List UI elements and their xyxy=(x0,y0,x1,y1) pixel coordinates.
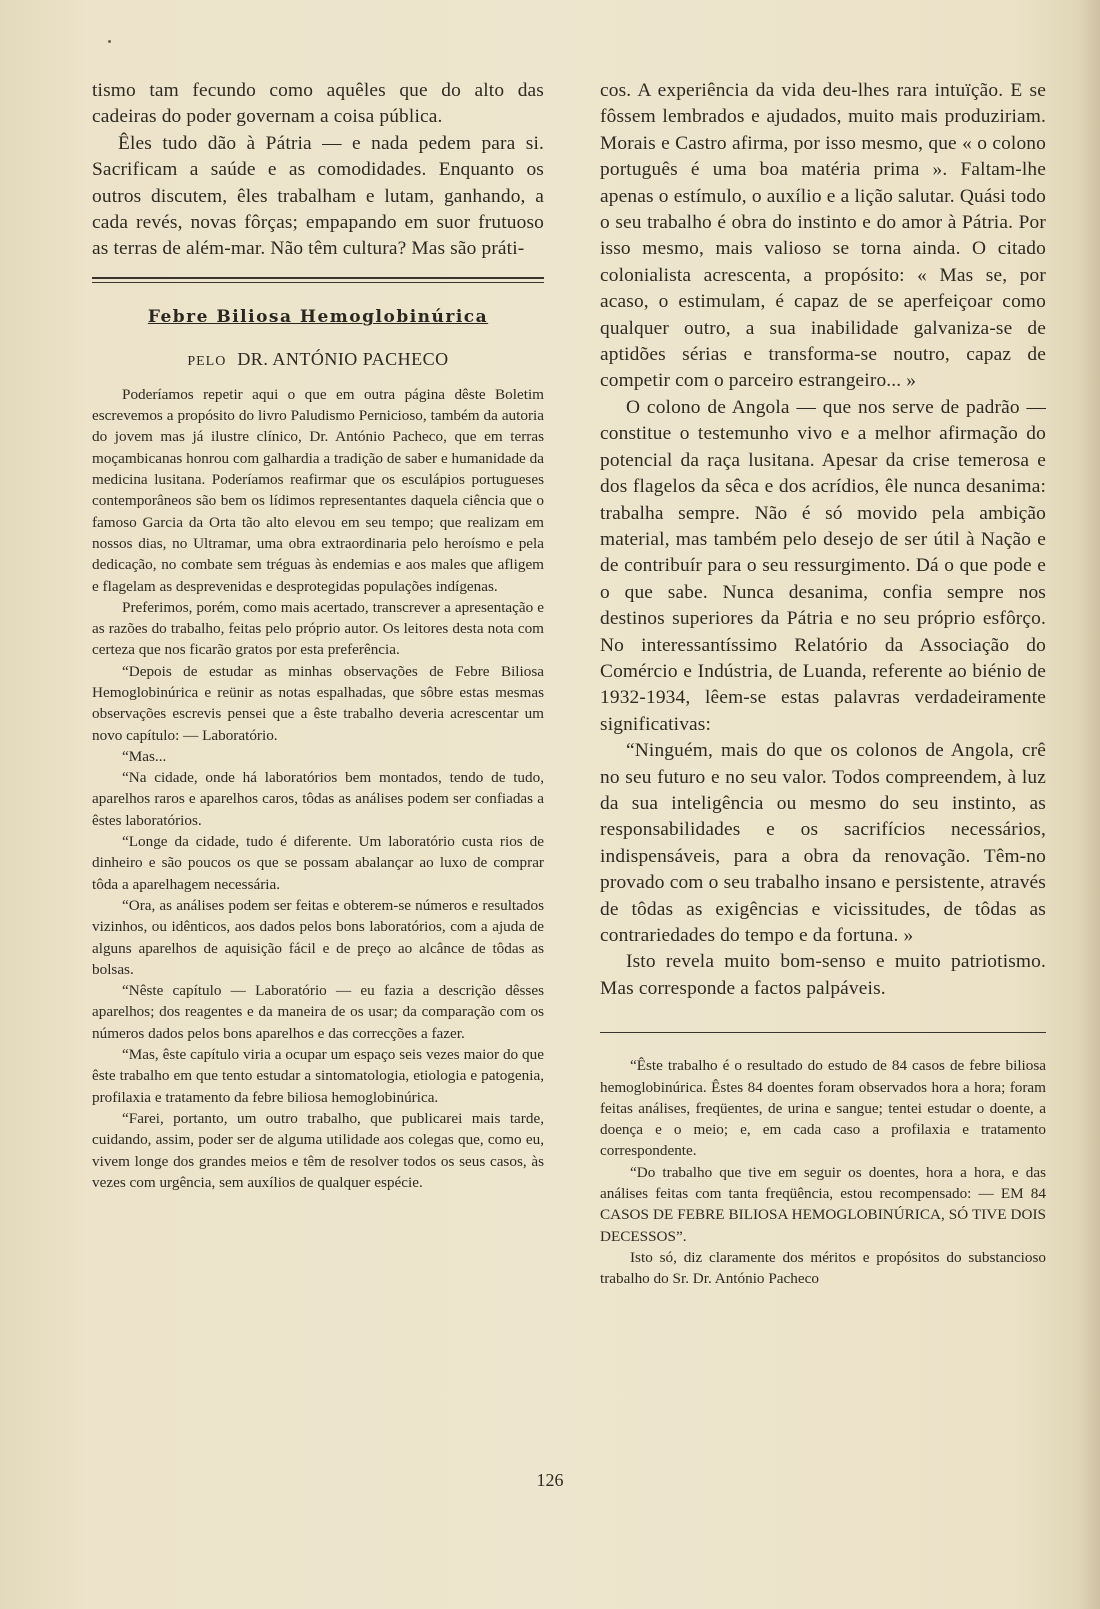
article-paragraph: “Nêste capítulo — Laboratório — eu fazia a descrição dêsses aparelhos; dos reagentes e da maneira de os usar; da comparação com os números dados pelos bons aparelhos e das correcções a fazer. xyxy=(92,982,544,1042)
article-paragraph: “Ora, as análises podem ser feitas e obterem-se números e resultados vizinhos, ou idênticos, aos dados pelos bons laboratórios, com a ajuda de alguns aparelhos de aquisição fácil e de preço ao alcânce de tôdas as bolsas. xyxy=(92,896,544,978)
article-continuation xyxy=(600,1055,1046,1289)
essay-paragraph: Isto revela muito bom-senso e muito patriotismo. Mas corresponde a factos palpáveis. xyxy=(600,951,1046,999)
essay-paragraph: cos. A experiência da vida deu-lhes rara intuïção. E se fôssem lembrados e ajudados, muito mais produziriam. Morais e Castro afirma, por isso mesmo, que « o colono português é uma boa matéria prima ». Faltam-lhe apenas o estímulo, o auxílio e a lição salutar. Quási todo o seu trabalho é obra do instinto e do amor à Pátria. Por isso mesmo, mais valioso se torna ainda. O citado colonialista acrescenta, a propósito: « Mas se, por acaso, o estimulam, é capaz de se aperfeiçoar como qualquer outro, a sua inabilidade galvaniza-se de aptidões sérias e transforma-se noutro, capaz de competir com o parceiro estrangeiro... » xyxy=(600,80,1046,392)
byline-author: DR. ANTÓNIO PACHECO xyxy=(237,348,449,369)
left-column xyxy=(92,78,544,1193)
byline xyxy=(92,349,544,370)
continuation-block xyxy=(92,78,544,263)
article-paragraph: Poderíamos repetir aqui o que em outra página dêste Boletim escrevemos a propósito do livro Paludismo Pernicioso, também da autoria do jovem mas já ilustre clínico, Dr. António Pacheco, que em terras moçambicanas honrou com galhardia a tradição de saber e humanidade da medicina lusitana. Poderíamos reafirmar que os esculápios portugueses contemporâneos são bem os lídimos representantes daquela ciência que o famoso Garcia da Orta tão alto elevou em seu tempo; que realizam em nossos dias, no Ultramar, uma obra extraordinaria pelo heroísmo e pela dedicação, no combate sem tréguas às endemias e aos males que afligem e flagelam as desprevenidas e desprotegidas populações indígenas. xyxy=(92,385,544,595)
article-paragraph: “Mas, êste capítulo viria a ocupar um espaço seis vezes maior do que êste trabalho em que tento estudar a sintomatologia, etiologia e patogenia, profilaxia e tratamento da febre biliosa hemoglobinúrica. xyxy=(92,1046,544,1106)
article-paragraph: “Do trabalho que tive em seguir os doentes, hora a hora, e das análises feitas com tanta freqüência, estou recompensado: — EM 84 CASOS DE FEBRE BILIOSA HEMOGLOBINÚRICA, SÓ TIVE DOIS DECESSOS”. xyxy=(600,1163,1046,1245)
article-paragraph: “Mas... xyxy=(122,747,167,765)
page-number: 126 xyxy=(536,1470,564,1490)
article-paragraph: Isto só, diz claramente dos méritos e propósitos do substancioso trabalho do Sr. Dr. António Pacheco xyxy=(600,1248,1046,1288)
article-title: Febre Biliosa Hemoglobinúrica xyxy=(147,306,489,327)
section-divider xyxy=(92,277,544,283)
article-paragraph: “Longe da cidade, tudo é diferente. Um laboratório custa rios de dinheiro e são poucos os que se possam abalançar ao luxo de comprar tôda a aparelhagem necessária. xyxy=(92,833,544,893)
article-paragraph: “Êste trabalho é o resultado do estudo de 84 casos de febre biliosa hemoglobinúrica. Êstes 84 doentes foram observados hora a hora; foram feitas análises, freqüentes, de urina e sangue; tentei estudar o doente, a doença e o meio; e, em cada caso a profilaxia e tratamento correspondente. xyxy=(600,1057,1046,1160)
essay-paragraph: O colono de Angola — que nos serve de padrão — constitue o testemunho vivo e a melhor afirmação do potencial da raça lusitana. Apesar da crise temerosa e dos flagelos da sêca e dos acrídios, êle nunca desanima: trabalha sempre. Não é só movido pela ambição material, mas também pelo desejo de ser útil à Nação e de contribuír para o seu ressurgimento. Dá o que pode e o que sabe. Nunca desanima, confia sempre nos destinos superiores da Pátria e no seu próprio esfôrço. No interessantíssimo Relatório da Associação do Comércio e Indústria, de Luanda, referente ao biénio de 1932-1934, lêem-se estas palavras verdadeiramente significativas: xyxy=(600,396,1046,735)
right-column xyxy=(600,78,1046,1289)
page-edge-shadow xyxy=(1078,0,1100,1609)
speck xyxy=(108,40,111,43)
article-paragraph: “Na cidade, onde há laboratórios bem montados, tendo de tudo, aparelhos raros e aparelhos caros, tôdas as análises podem ser confiadas a êstes laboratórios. xyxy=(92,769,544,829)
column-divider xyxy=(600,1032,1046,1033)
essay-quote: “Ninguém, mais do que os colonos de Angola, crê no seu futuro e no seu valor. Todos compreendem, à luz da sua inteligência ou mesmo do seu instinto, as responsabilidades e os sacrifícios necessários, indispensáveis, para a obra da renovação. Têm-no provado com o seu trabalho insano e persistente, através de tôdas as exigências e vicissitudes, de tôdas as contrariedades do tempo e da fortuna. » xyxy=(600,740,1046,946)
article-paragraph: “Farei, portanto, um outro trabalho, que publicarei mais tarde, cuidando, assim, poder ser de alguma utilidade aos colegas que, como eu, vivem longe dos grandes meios e têm de resolver todos os seus casos, às vezes com urgência, sem auxílios de qualquer espécie. xyxy=(92,1109,544,1191)
continuation-paragraph: tismo tam fecundo como aquêles que do alto das cadeiras do poder governam a coisa pública. xyxy=(92,80,544,128)
article-body xyxy=(92,384,544,1193)
essay-block xyxy=(600,78,1046,1002)
continuation-paragraph: Êles tudo dão à Pátria — e nada pedem para si. Sacrificam a saúde e as comodidades. Enquanto os outros discutem, êles trabalham e lutam, ganhando, a cada revés, novas fôrças; empapando em suor frutuoso as terras de além-mar. Não têm cultura? Mas são práti- xyxy=(92,132,544,260)
byline-prefix: PELO xyxy=(187,353,227,369)
article-paragraph: Preferimos, porém, como mais acertado, transcrever a apresentação e as razões do trabalho, feitas pelo próprio autor. Os leitores desta nota com certeza que nos ficarão gratos por esta preferência. xyxy=(92,598,544,659)
article-paragraph: “Depois de estudar as minhas observações de Febre Biliosa Hemoglobinúrica e reünir as notas espalhadas, que sôbre estas mesmas observações escrevis pensei que a êste trabalho deveria acrescentar um novo capítulo: — Laboratório. xyxy=(92,662,544,744)
